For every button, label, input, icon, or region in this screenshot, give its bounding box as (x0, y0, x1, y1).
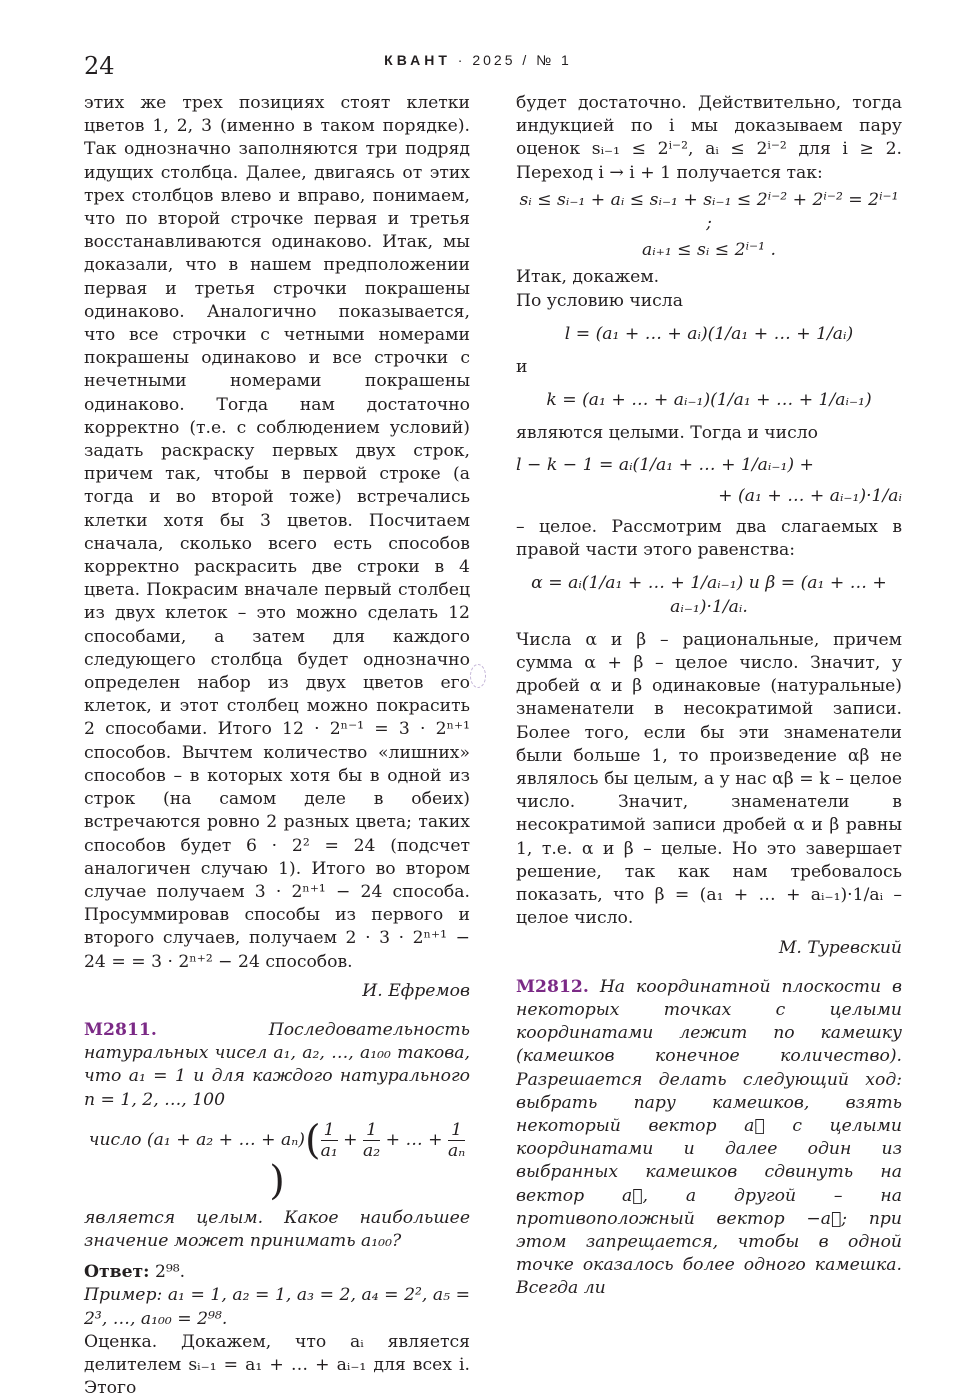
problem-m2812-text: На координатной плоскости в некоторых точках с целыми координатами лежит по камешку (камешков конечное количество). Разрешается делать следующий ход: выбрать пару камешков, взять некоторый вектор a⃗ с целыми координатами и далее один из выбранных камешков сдвинуть на вектор a⃗, а другой – на противоположный вектор −a⃗; при этом запрещается, чтобы в одной точке оказалось более одного камешка. Всегда ли (516, 976, 902, 1299)
formula-lk-cont: + (a₁ + … + aᵢ₋₁)·1/aᵢ (718, 485, 902, 506)
problem-m2811-formula: число (a₁ + a₂ + … + aₙ)( $\frac{1}{\text{a₁}}$ + $\frac{1}{\text{a₂}}$ + … + $\frac{1}{\text{aₙ}}$ ) (88, 1117, 466, 1204)
left-column (84, 92, 470, 1400)
right-column (516, 92, 902, 1309)
issue-number: · 2025 / № 1 (457, 52, 572, 68)
fraction-n: $\frac{1}{\text{aₙ}}$ (448, 1119, 466, 1161)
right-paragraph-2: Итак, докажем. (516, 267, 660, 288)
right-paragraph-4: являются целыми. Тогда и число (516, 423, 818, 444)
formula-alpha-beta: α = aᵢ(1/a₁ + … + 1/aᵢ₋₁) и β = (a₁ + … + aᵢ₋₁)·1/aᵢ. (531, 573, 887, 617)
problem-m2811 (84, 1019, 470, 1112)
formula-lk: l − k − 1 = aᵢ(1/a₁ + … + 1/aᵢ₋₁) + (516, 454, 814, 475)
right-paragraph-1: будет достаточно. Действительно, тогда индукцией по i мы доказываем пару оценок sᵢ₋₁ ≤ 2ⁱ⁻², aᵢ ≤ 2ⁱ⁻² для i ≥ 2. Переход i → i + 1 получается так: (516, 93, 902, 183)
example: Пример: a₁ = 1, a₂ = 1, a₃ = 2, a₄ = 2², a₅ = 2³, …, a₁₀₀ = 2⁹⁸. (84, 1285, 470, 1329)
problem-m2811-text: Последовательность натуральных чисел a₁, a₂, …, a₁₀₀ такова, что a₁ = 1 и для каждого натурального n = 1, 2, …, 100 (84, 1019, 470, 1110)
answer-label: Ответ: (84, 1262, 150, 1283)
answer (84, 1261, 470, 1284)
formula-k: k = (a₁ + … + aᵢ₋₁)(1/a₁ + … + 1/aᵢ₋₁) (546, 390, 872, 411)
formula-prefix: число (a₁ + a₂ + … + aₙ) (88, 1129, 305, 1150)
word-and: и (516, 357, 528, 378)
formula-l: l = (a₁ + … + aᵢ)(1/a₁ + … + 1/aᵢ) (564, 323, 854, 344)
author-efremov: И. Ефремов (362, 980, 470, 1001)
left-paragraph: этих же трех позициях стоят клетки цветов 1, 2, 3 (именно в таком порядке). Так однозначно заполняются три подряд идущих столбца. Далее, двигаясь от этих трех столбцов влево и вправо, понимаем, что по второй строчке первая и третья восстанавливаются одинаково. Итак, мы доказали, что в нашем предположении первая и третья строчки покрашены одинаково. Аналогично показывается, что все строчки с четными номерами покрашены одинаково и все строчки с нечетными номерами покрашены одинаково. Тогда нам достаточно корректно (т.е. с соблюдением условий) задать раскраску первых двух строк, причем так, чтобы в первой строке (а тогда и во второй тоже) встречались клетки хотя бы 3 цветов. Посчитаем сначала, сколько всего есть способов корректно раскрасить две строки в 4 цвета. Покрасим вначале первый столбец из двух клеток – это можно сделать 12 способами, а затем для каждого следующего столбца будет однозначно определен набор из двух цветов его клеток, и этот столбец можно покрасить 2 способами. Итого 12 · 2ⁿ⁻¹ = 3 · 2ⁿ⁺¹ способов. Вычтем количество «лишних» способов – в которых хотя бы в одной из строк (на самом деле в обеих) встречаются ровно 2 разных цвета; таких способов будет 6 · 2² = 24 (подсчет аналогичен случаю 1). Итого во втором случае получаем 3 · 2ⁿ⁺¹ − 24 способа. Просуммировав способы из первого и второго случаев, получаем 2 · 3 · 2ⁿ⁺¹ − 24 = = 3 · 2ⁿ⁺² − 24 способов. (84, 93, 470, 972)
running-head (0, 52, 956, 68)
formula-1: sᵢ ≤ sᵢ₋₁ + aᵢ ≤ sᵢ₋₁ + sᵢ₋₁ ≤ 2ⁱ⁻² + 2ⁱ⁻² = 2ⁱ⁻¹ ; (519, 189, 899, 234)
formula-2: aᵢ₊₁ ≤ sᵢ ≤ 2ⁱ⁻¹ . (642, 240, 776, 261)
problem-m2811-title: М2811. (84, 1019, 157, 1040)
problem-m2812-title: М2812. (516, 976, 589, 997)
journal-title: КВАНТ (384, 52, 451, 68)
fraction-1: $\frac{1}{\text{a₁}}$ (320, 1119, 338, 1161)
answer-value: 2⁹⁸. (154, 1262, 186, 1283)
fraction-2: $\frac{1}{\text{a₂}}$ (363, 1119, 381, 1161)
right-paragraph-3: По условию числа (516, 290, 683, 311)
estimate: Оценка. Докажем, что aᵢ является делителем sᵢ₋₁ = a₁ + … + aᵢ₋₁ для всех i. Этого (84, 1331, 470, 1399)
page-number: 24 (84, 52, 115, 80)
right-paragraph-6: Числа α и β – рациональные, причем сумма α + β – целое число. Значит, у дробей α и β одинаковые (натуральные) знаменатели в несократимой записи. Более того, если бы эти знаменатели были больше 1, то произведение αβ не являлось бы целым, а у нас αβ = k – целое число. Значит, знаменатели в несократимой записи дробей α и β равны 1, т.е. α и β – целые. Но это завершает решение, так как нам требовалось показать, что β = (a₁ + … + aᵢ₋₁)·1/aᵢ – целое число. (516, 629, 902, 929)
problem-m2811-question: является целым. Какое наибольшее значение может принимать a₁₀₀? (84, 1207, 470, 1251)
author-turevsky: М. Туревский (778, 937, 902, 958)
problem-m2812 (516, 976, 902, 1301)
ink-mark (470, 664, 486, 688)
right-paragraph-5: – целое. Рассмотрим два слагаемых в правой части этого равенства: (516, 517, 902, 561)
